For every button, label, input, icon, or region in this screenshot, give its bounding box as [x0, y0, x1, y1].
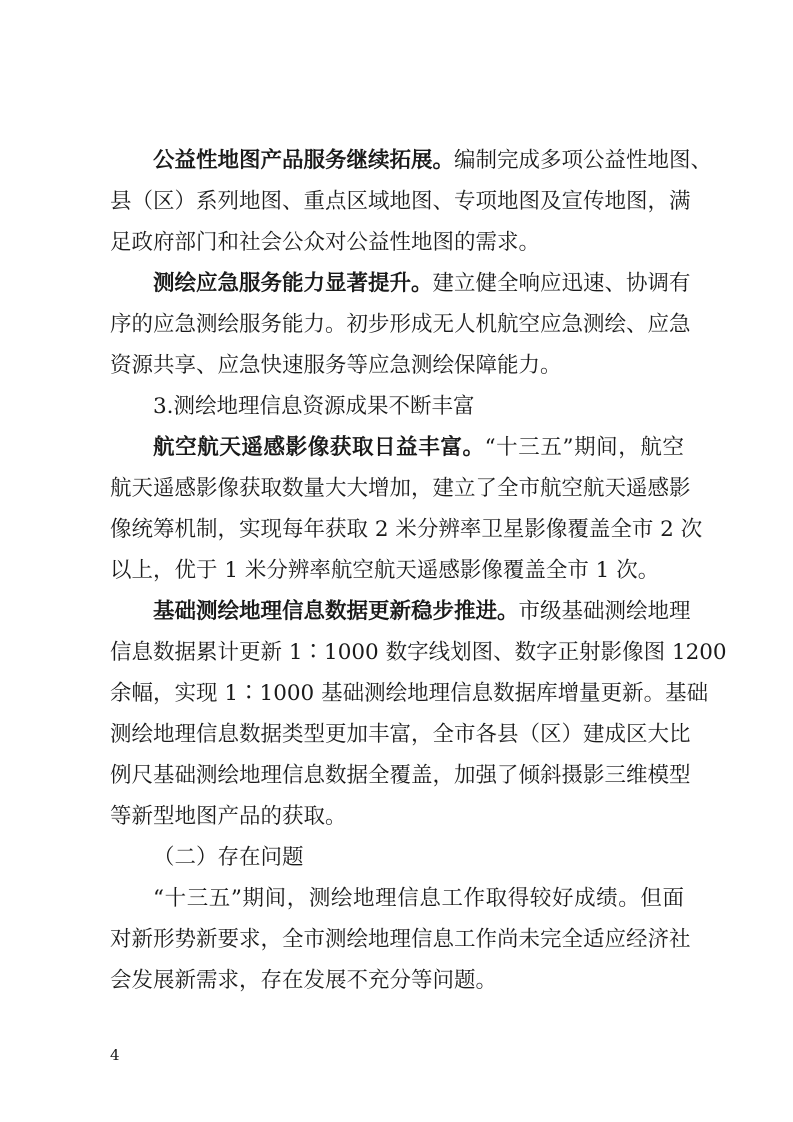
- paragraph-line: 对新形势新要求，全市测绘地理信息工作尚未完全适应经济社: [110, 927, 691, 952]
- paragraph-lead: 航空航天遥感影像获取日益丰富。: [153, 435, 485, 460]
- paragraph-line: 信息数据累计更新 1∶1000 数字线划图、数字正射影像图 1200: [110, 640, 727, 665]
- paragraph-line: 会发展新需求，存在发展不充分等问题。: [110, 968, 498, 993]
- section-heading: （二）存在问题: [153, 845, 304, 870]
- paragraph-line: [153, 433, 684, 463]
- paragraph-line: 航天遥感影像获取数量大大增加，建立了全市航空航天遥感影: [110, 476, 691, 501]
- paragraph-text: 编制完成多项公益性地图、: [454, 148, 713, 173]
- page-number: 4: [110, 1046, 120, 1064]
- paragraph-line: 资源共享、应急快速服务等应急测绘保障能力。: [110, 353, 562, 378]
- paragraph-line: 测绘地理信息数据类型更加丰富，全市各县（区）建成区大比: [110, 722, 691, 747]
- paragraph-line: 序的应急测绘服务能力。初步形成无人机航空应急测绘、应急: [110, 312, 691, 337]
- paragraph-line: 以上，优于 1 米分辨率航空航天遥感影像覆盖全市 1 次。: [110, 558, 660, 583]
- paragraph-text: “十三五”期间，航空: [484, 435, 684, 460]
- paragraph-line: [153, 146, 713, 176]
- paragraph-line: 例尺基础测绘地理信息数据全覆盖，加强了倾斜摄影三维模型: [110, 763, 691, 788]
- paragraph-line: [153, 269, 691, 299]
- paragraph-lead: 公益性地图产品服务继续拓展。: [153, 148, 455, 173]
- paragraph-text: 建立健全响应迅速、协调有: [432, 271, 691, 296]
- paragraph-line: 县（区）系列地图、重点区域地图、专项地图及宣传地图，满: [110, 189, 691, 214]
- paragraph-lead: 基础测绘地理信息数据更新稳步推进。: [153, 599, 519, 624]
- paragraph-line: “十三五”期间，测绘地理信息工作取得较好成绩。但面: [153, 886, 684, 911]
- paragraph-line: 余幅，实现 1∶1000 基础测绘地理信息数据库增量更新。基础: [110, 681, 709, 706]
- paragraph-line: 等新型地图产品的获取。: [110, 804, 347, 829]
- paragraph-line: [153, 597, 691, 627]
- paragraph-text: 市级基础测绘地理: [518, 599, 691, 624]
- paragraph-lead: 测绘应急服务能力显著提升。: [153, 271, 433, 296]
- paragraph-line: 像统筹机制，实现每年获取 2 米分辨率卫星影像覆盖全市 2 次: [110, 517, 703, 542]
- section-heading: 3.测绘地理信息资源成果不断丰富: [153, 394, 475, 419]
- paragraph-line: 足政府部门和社会公众对公益性地图的需求。: [110, 230, 541, 255]
